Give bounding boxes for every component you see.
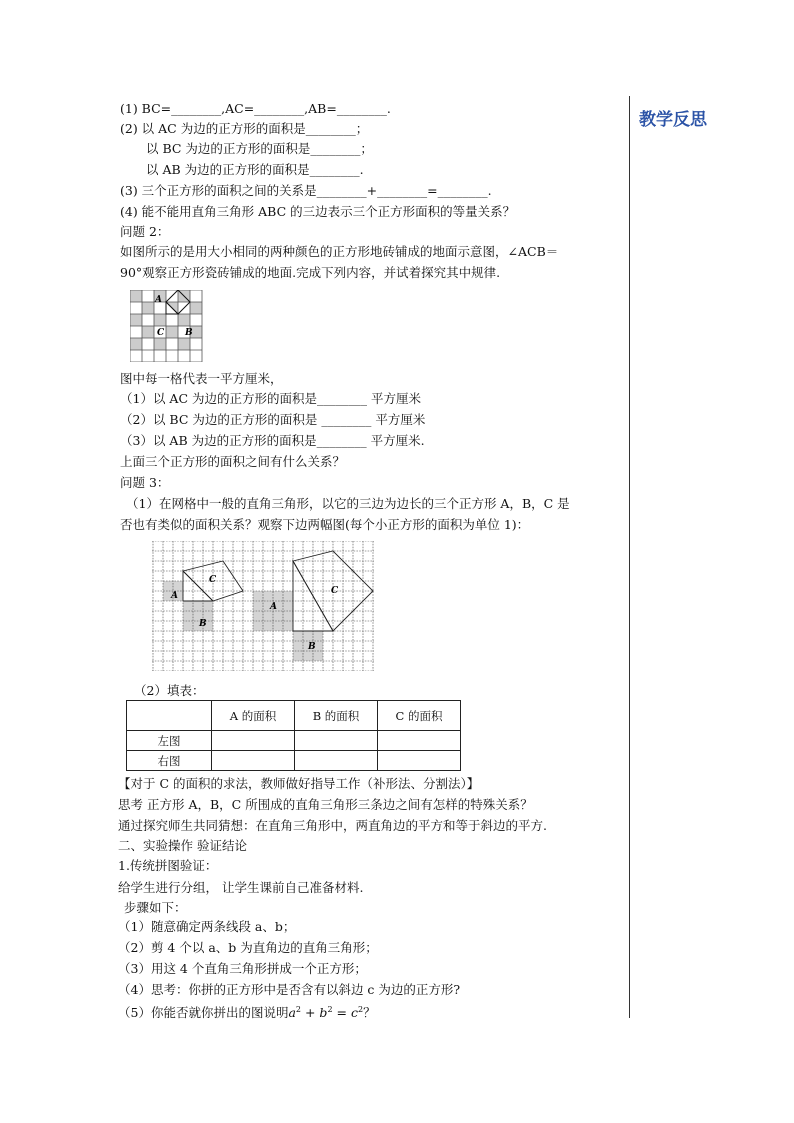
- text-line: （2）以 BC 为边的正方形的面积是 ________ 平方厘米: [120, 412, 426, 427]
- text-line: 1.传统拼图验证：: [118, 858, 218, 873]
- row-label: 左图: [127, 731, 212, 751]
- text-line: 以 BC 为边的正方形的面积是________；: [146, 141, 373, 156]
- shaded-tile: [178, 314, 190, 326]
- figure-label-a: A: [155, 295, 162, 305]
- table-header-row: [127, 701, 461, 731]
- side-title: 教学反思: [639, 110, 707, 130]
- label-a-right: A: [270, 602, 277, 612]
- text-line: 上面三个正方形的面积之间有什么关系？: [120, 454, 346, 469]
- area-table: [126, 700, 461, 771]
- answer-cell[interactable]: [378, 731, 461, 751]
- label-c-left: C: [209, 575, 217, 585]
- text-line: （2）填表：: [134, 683, 205, 698]
- text-line: （3）用这 4 个直角三角形拼成一个正方形；: [118, 961, 367, 976]
- answer-cell[interactable]: [295, 731, 378, 751]
- formula-exp: 2: [295, 1005, 302, 1014]
- formula-a: a: [288, 1005, 296, 1021]
- shaded-tile: [142, 326, 154, 338]
- table-header-cell: A 的面积: [212, 701, 295, 731]
- label-b-left: B: [199, 619, 207, 629]
- text-line: (2) 以 AC 为边的正方形的面积是________；: [120, 121, 369, 136]
- text-line: 问题 2：: [120, 224, 170, 239]
- text-line: 90°观察正方形瓷砖铺成的地面.完成下列内容，并试着探究其中规律.: [120, 265, 501, 280]
- text-line: (1) BC=________,AC=________,AB=________.: [120, 101, 391, 116]
- text-line: [118, 1002, 376, 1021]
- shaded-tile: [142, 302, 154, 314]
- answer-cell[interactable]: [212, 751, 295, 771]
- text-segment: ？: [363, 1005, 376, 1021]
- text-line: （1）在网格中一般的直角三角形，以它的三边为边长的三个正方形 A，B，C 是: [126, 496, 570, 511]
- formula-c: = c: [332, 1005, 358, 1021]
- text-line: （2）剪 4 个以 a、b 为直角边的直角三角形；: [118, 940, 378, 955]
- label-c-right: C: [331, 586, 339, 596]
- formula-exp: 2: [327, 1005, 333, 1014]
- tile-grid-figure: [130, 290, 204, 362]
- text-line: （1）随意确定两条线段 a、b；: [118, 919, 296, 934]
- text-line: 以 AB 为边的正方形的面积是________.: [146, 162, 364, 177]
- figure-label-c: C: [157, 328, 165, 338]
- table-header-cell: C 的面积: [378, 701, 461, 731]
- shaded-tile: [130, 338, 142, 350]
- text-line: 给学生进行分组， 让学生课前自己准备材料.: [118, 880, 364, 895]
- table-header-cell: B 的面积: [295, 701, 378, 731]
- text-line: 【对于 C 的面积的求法，教师做好指导工作（补形法、分割法）】: [118, 776, 480, 791]
- text-line: 思考 正方形 A，B，C 所围成的直角三角形三条边之间有怎样的特殊关系？: [118, 797, 533, 812]
- answer-cell[interactable]: [295, 751, 378, 771]
- text-segment: （5）你能否就你拼出的图说明: [118, 1005, 289, 1021]
- two-grid-figure: [152, 541, 374, 671]
- table-row: [127, 751, 461, 771]
- shaded-tile: [178, 338, 190, 350]
- text-line: (3) 三个正方形的面积之间的关系是________+________=________.: [120, 183, 492, 198]
- text-line: 图中每一格代表一平方厘米，: [120, 371, 283, 386]
- text-line: 通过探究师生共同猜想：在直角三角形中，两直角边的平方和等于斜边的平方.: [118, 818, 547, 833]
- text-line: （4）思考：你拼的正方形中是否含有以斜边 c 为边的正方形?: [118, 982, 461, 997]
- text-line: （1）以 AC 为边的正方形的面积是________ 平方厘米: [120, 391, 421, 406]
- formula-b: + b: [301, 1005, 328, 1021]
- table-header-cell: [127, 701, 212, 731]
- side-divider: [629, 96, 630, 1018]
- formula-exp: 2: [357, 1005, 364, 1014]
- answer-cell[interactable]: [212, 731, 295, 751]
- text-line: 如图所示的是用大小相同的两种颜色的正方形地砖铺成的地面示意图，∠ACB＝: [120, 244, 559, 259]
- text-line: 问题 3：: [120, 475, 170, 490]
- text-line: （3）以 AB 为边的正方形的面积是________ 平方厘米.: [120, 433, 425, 448]
- shaded-tile: [190, 302, 202, 314]
- figure-label-b: B: [185, 328, 193, 338]
- answer-cell[interactable]: [378, 751, 461, 771]
- table-row: [127, 731, 461, 751]
- text-line: (4) 能不能用直角三角形 ABC 的三边表示三个正方形面积的等量关系？: [120, 204, 516, 219]
- shaded-tile: [130, 290, 142, 302]
- label-a-left: A: [171, 591, 178, 601]
- shaded-tile: [154, 314, 166, 326]
- text-line: 步骤如下：: [124, 900, 187, 915]
- shaded-tile: [166, 326, 178, 338]
- text-line: 二、实验操作 验证结论: [118, 838, 247, 853]
- shaded-tile: [154, 338, 166, 350]
- shaded-tile: [130, 314, 142, 326]
- label-b-right: B: [308, 642, 316, 652]
- text-line: 否也有类似的面积关系？观察下边两幅图(每个小正方形的面积为单位 1)：: [120, 517, 530, 532]
- row-label: 右图: [127, 751, 212, 771]
